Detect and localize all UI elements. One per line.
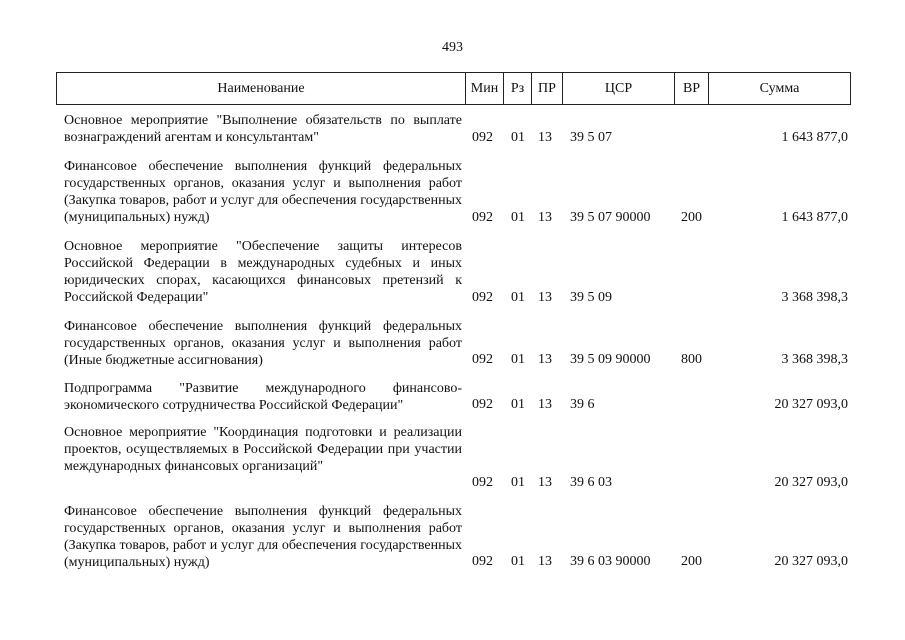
row-min: 092 (472, 290, 493, 305)
row-sum: 3 368 398,3 (781, 352, 848, 367)
row-csr: 39 6 (570, 397, 595, 412)
row-min: 092 (472, 554, 493, 569)
row-rz: 01 (511, 210, 525, 225)
page-number: 493 (442, 40, 463, 55)
header-name: Наименование (56, 72, 466, 105)
header-vr: ВР (674, 72, 709, 105)
row-name: Подпрограмма "Развитие международного финансово-экономического сотрудничества Российской Федерации" (64, 381, 462, 413)
row-min: 092 (472, 352, 493, 367)
row-pr: 13 (538, 130, 552, 145)
row-sum: 1 643 877,0 (781, 130, 848, 145)
row-min: 092 (472, 130, 493, 145)
row-csr: 39 6 03 90000 (570, 554, 651, 569)
row-min: 092 (472, 397, 493, 412)
row-vr: 200 (681, 210, 702, 225)
row-name: Основное мероприятие "Выполнение обязательств по выплате вознаграждений агентам и консультантам" (64, 113, 462, 145)
row-sum: 3 368 398,3 (781, 290, 848, 305)
row-pr: 13 (538, 290, 552, 305)
row-sum: 1 643 877,0 (781, 210, 848, 225)
row-vr: 800 (681, 352, 702, 367)
header-csr: ЦСР (562, 72, 675, 105)
header-min: Мин (465, 72, 504, 105)
row-csr: 39 5 09 90000 (570, 352, 651, 367)
row-rz: 01 (511, 397, 525, 412)
row-rz: 01 (511, 554, 525, 569)
row-vr: 200 (681, 554, 702, 569)
header-pr: ПР (531, 72, 563, 105)
row-rz: 01 (511, 475, 525, 490)
row-rz: 01 (511, 130, 525, 145)
row-sum: 20 327 093,0 (774, 475, 848, 490)
row-name: Финансовое обеспечение выполнения функций федеральных государственных органов, оказания услуг и выполнения работ (Иные бюджетные ассигнования) (64, 319, 462, 368)
row-sum: 20 327 093,0 (774, 397, 848, 412)
row-min: 092 (472, 210, 493, 225)
row-csr: 39 5 07 90000 (570, 210, 651, 225)
row-pr: 13 (538, 210, 552, 225)
row-csr: 39 6 03 (570, 475, 612, 490)
row-pr: 13 (538, 397, 552, 412)
row-csr: 39 5 07 (570, 130, 612, 145)
row-rz: 01 (511, 352, 525, 367)
row-sum: 20 327 093,0 (774, 554, 848, 569)
row-min: 092 (472, 475, 493, 490)
header-rz: Рз (503, 72, 532, 105)
row-rz: 01 (511, 290, 525, 305)
row-pr: 13 (538, 352, 552, 367)
row-name: Финансовое обеспечение выполнения функций федеральных государственных органов, оказания услуг и выполнения работ (Закупка товаров, работ и услуг для обеспечения государственных (муниципальных) нужд) (64, 159, 462, 225)
row-csr: 39 5 09 (570, 290, 612, 305)
header-sum: Сумма (708, 72, 851, 105)
row-name: Финансовое обеспечение выполнения функций федеральных государственных органов, оказания услуг и выполнения работ (Закупка товаров, работ и услуг для обеспечения государственных (муниципальных) нужд) (64, 504, 462, 570)
row-name: Основное мероприятие "Координация подготовки и реализации проектов, осуществляемых в Российской Федерации при участии международных финансовых организаций" (64, 425, 462, 474)
row-pr: 13 (538, 475, 552, 490)
row-name: Основное мероприятие "Обеспечение защиты интересов Российской Федерации в международных судебных и иных юридических спорах, касающихся финансовых претензий к Российской Федерации" (64, 239, 462, 305)
row-pr: 13 (538, 554, 552, 569)
